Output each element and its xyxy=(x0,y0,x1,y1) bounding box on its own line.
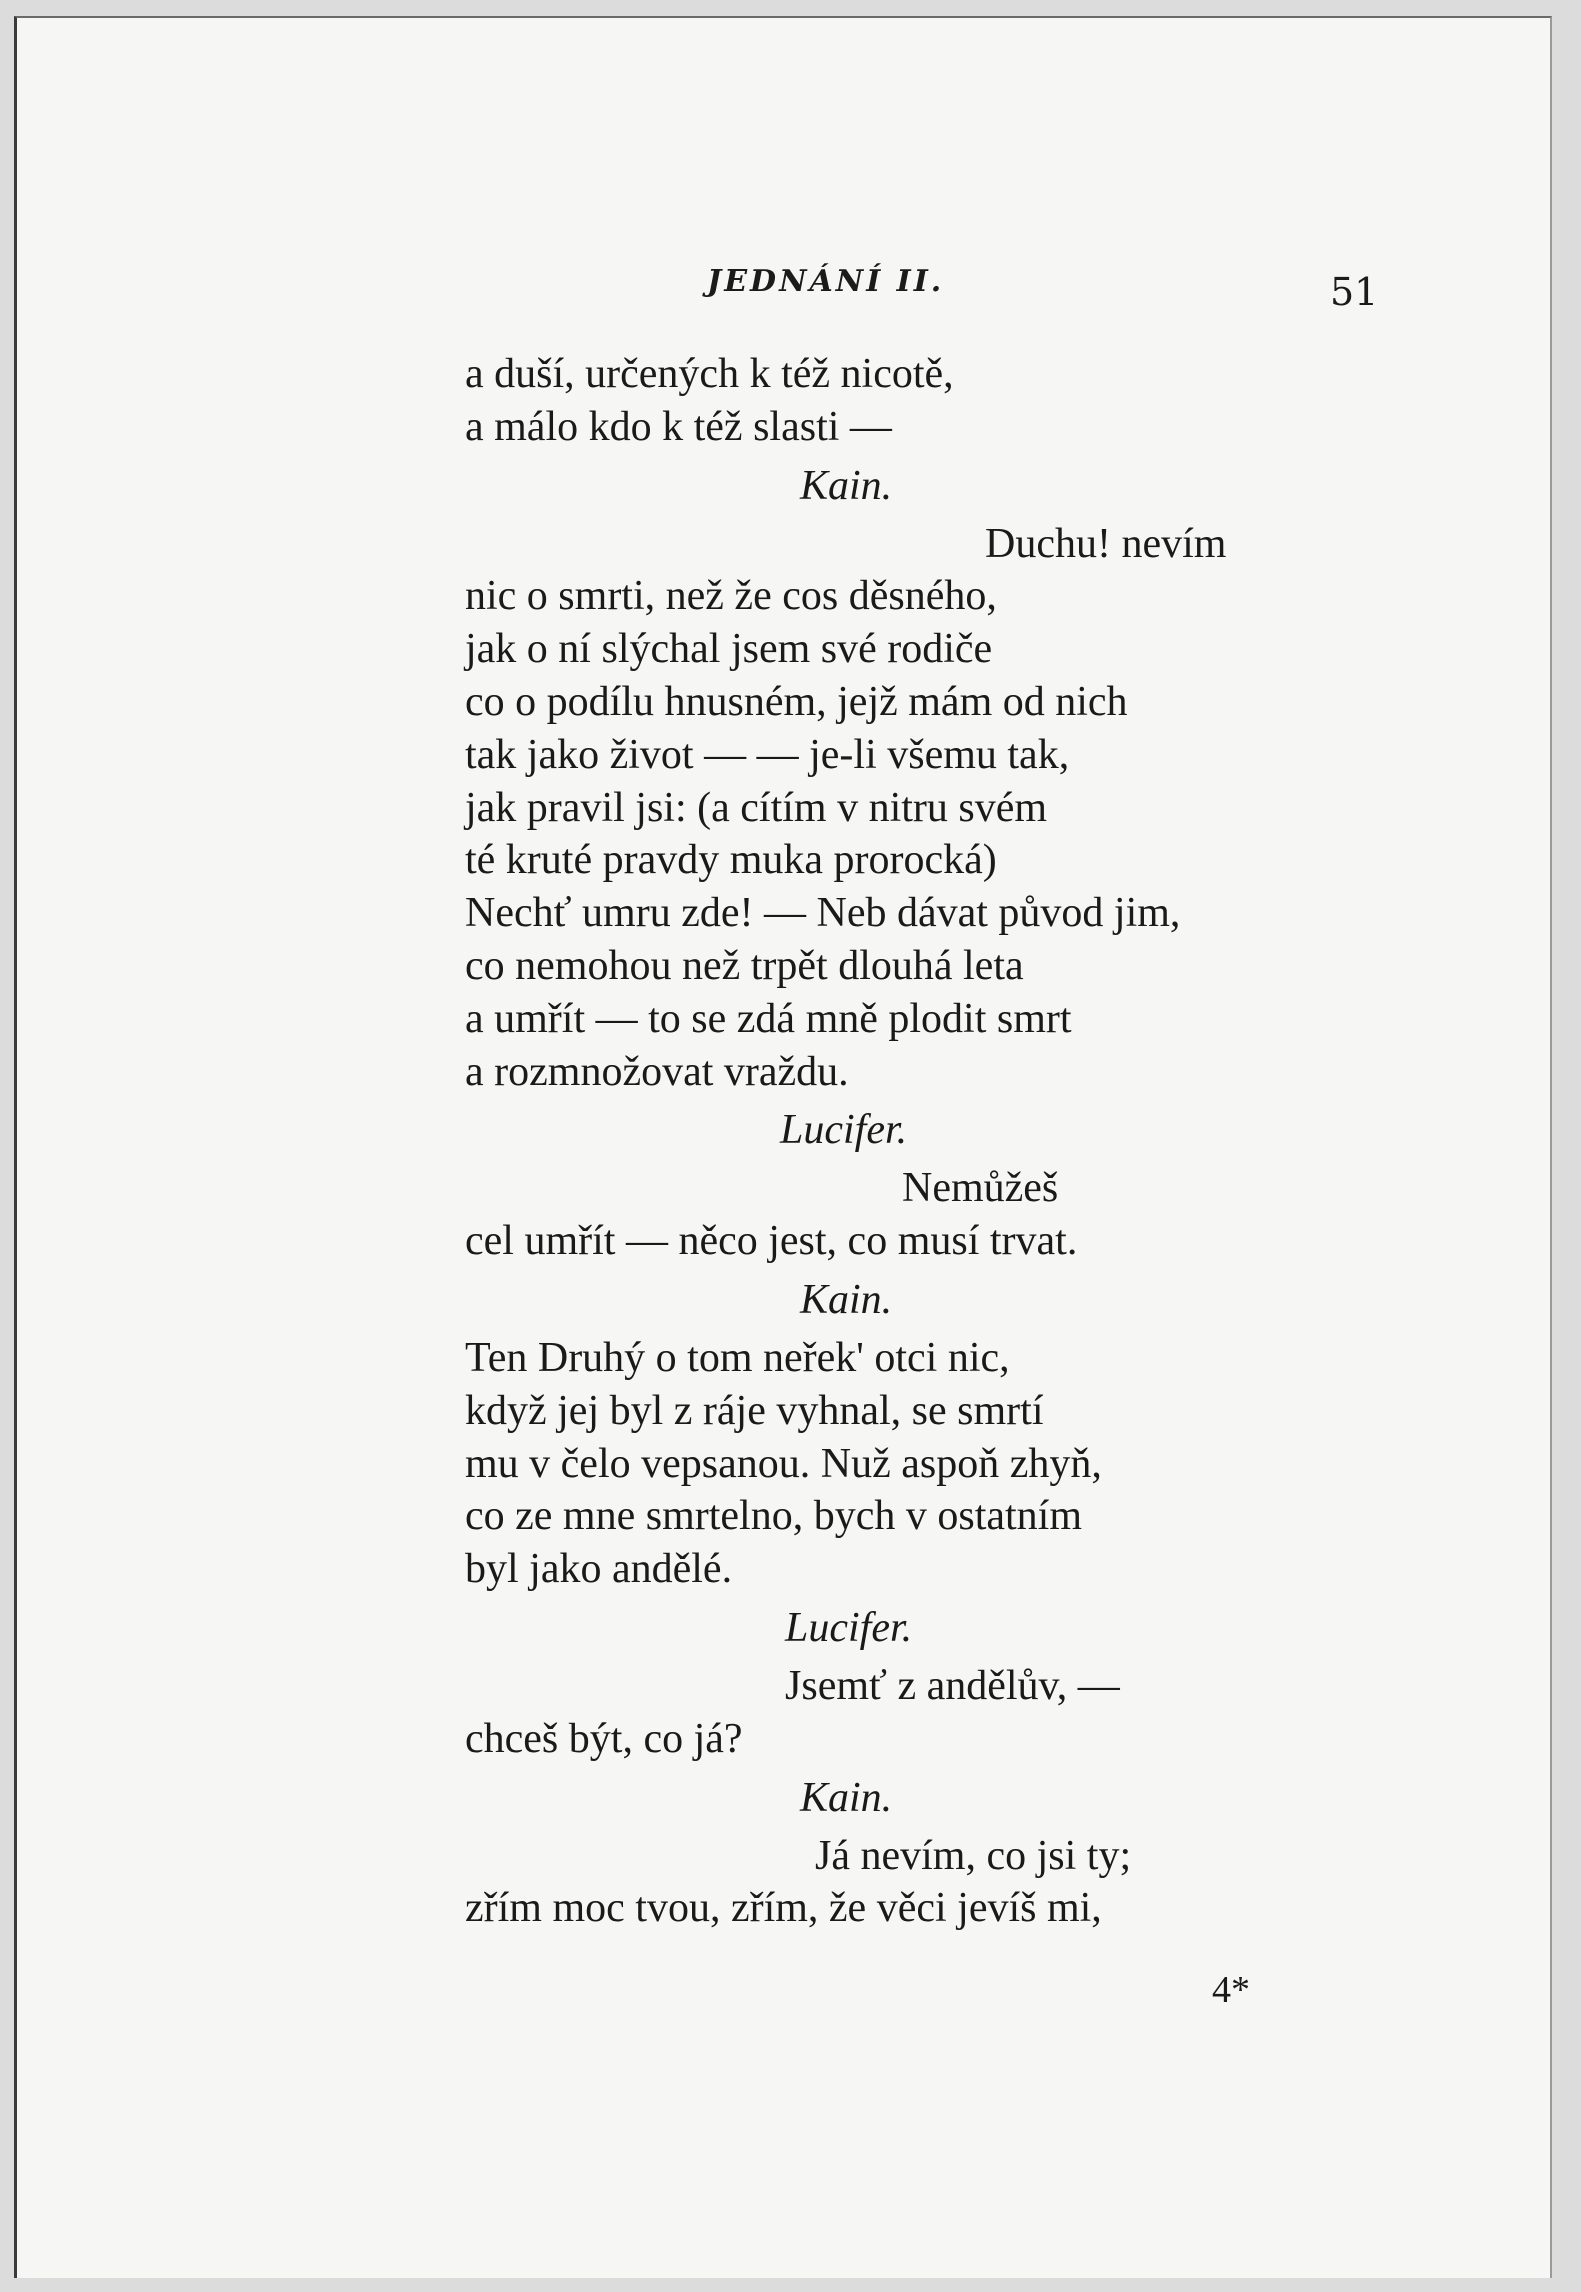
signature-mark: 4* xyxy=(1212,1969,1250,2011)
verse-line: a umřít — to se zdá mně plodit smrt xyxy=(465,995,1072,1042)
verse-line: tak jako život — — je-li všemu tak, xyxy=(465,731,1070,778)
verse-line: cel umřít — něco jest, co musí trvat. xyxy=(465,1218,1078,1265)
verse-line: zřím moc tvou, zřím, že věci jevíš mi, xyxy=(465,1885,1102,1932)
verse-line: jak pravil jsi: (a cítím v nitru svém xyxy=(465,784,1048,831)
verse-line: Duchu! nevím xyxy=(985,520,1227,567)
verse-line: co ze mne smrtelno, bych v ostatním xyxy=(465,1493,1083,1540)
speaker-name: Kain. xyxy=(800,1276,893,1323)
verse-text xyxy=(465,348,1365,1935)
verse-line: nic o smrti, než že cos děsného, xyxy=(465,573,997,620)
verse-line: Nemůžeš xyxy=(902,1165,1059,1212)
verse-line: chceš být, co já? xyxy=(465,1715,743,1762)
verse-line: když jej byl z ráje vyhnal, se smrtí xyxy=(465,1387,1044,1434)
verse-line: té kruté pravdy muka prorocká) xyxy=(465,837,997,884)
verse-line: Jsemť z andělův, — xyxy=(785,1662,1120,1709)
verse-line: a málo kdo k též slasti — xyxy=(465,403,892,450)
verse-line: a duší, určených k též nicotě, xyxy=(465,351,954,397)
speaker-name: Lucifer. xyxy=(785,1604,913,1651)
verse-line: co o podílu hnusném, jejž mám od nich xyxy=(465,678,1128,725)
book-page xyxy=(14,16,1552,2278)
verse-line: jak o ní slýchal jsem své rodiče xyxy=(465,626,993,673)
verse-line: mu v čelo vepsanou. Nuž aspoň zhyň, xyxy=(465,1440,1102,1487)
verse-line: Ten Druhý o tom neřek' otci nic, xyxy=(465,1334,1010,1381)
verse-line: Nechť umru zde! — Neb dávat původ jim, xyxy=(465,890,1181,937)
verse-line: co nemohou než trpět dlouhá leta xyxy=(465,942,1024,989)
verse-line: a rozmnožovat vraždu. xyxy=(465,1048,849,1095)
speaker-name: Kain. xyxy=(800,1774,893,1821)
speaker-name: Lucifer. xyxy=(780,1107,908,1154)
speaker-name: Kain. xyxy=(800,462,893,509)
verse-line: Já nevím, co jsi ty; xyxy=(815,1832,1132,1879)
verse-line: byl jako andělé. xyxy=(465,1546,733,1593)
running-header: JEDNÁNÍ II. xyxy=(707,264,945,299)
page-number: 51 xyxy=(1330,270,1379,314)
